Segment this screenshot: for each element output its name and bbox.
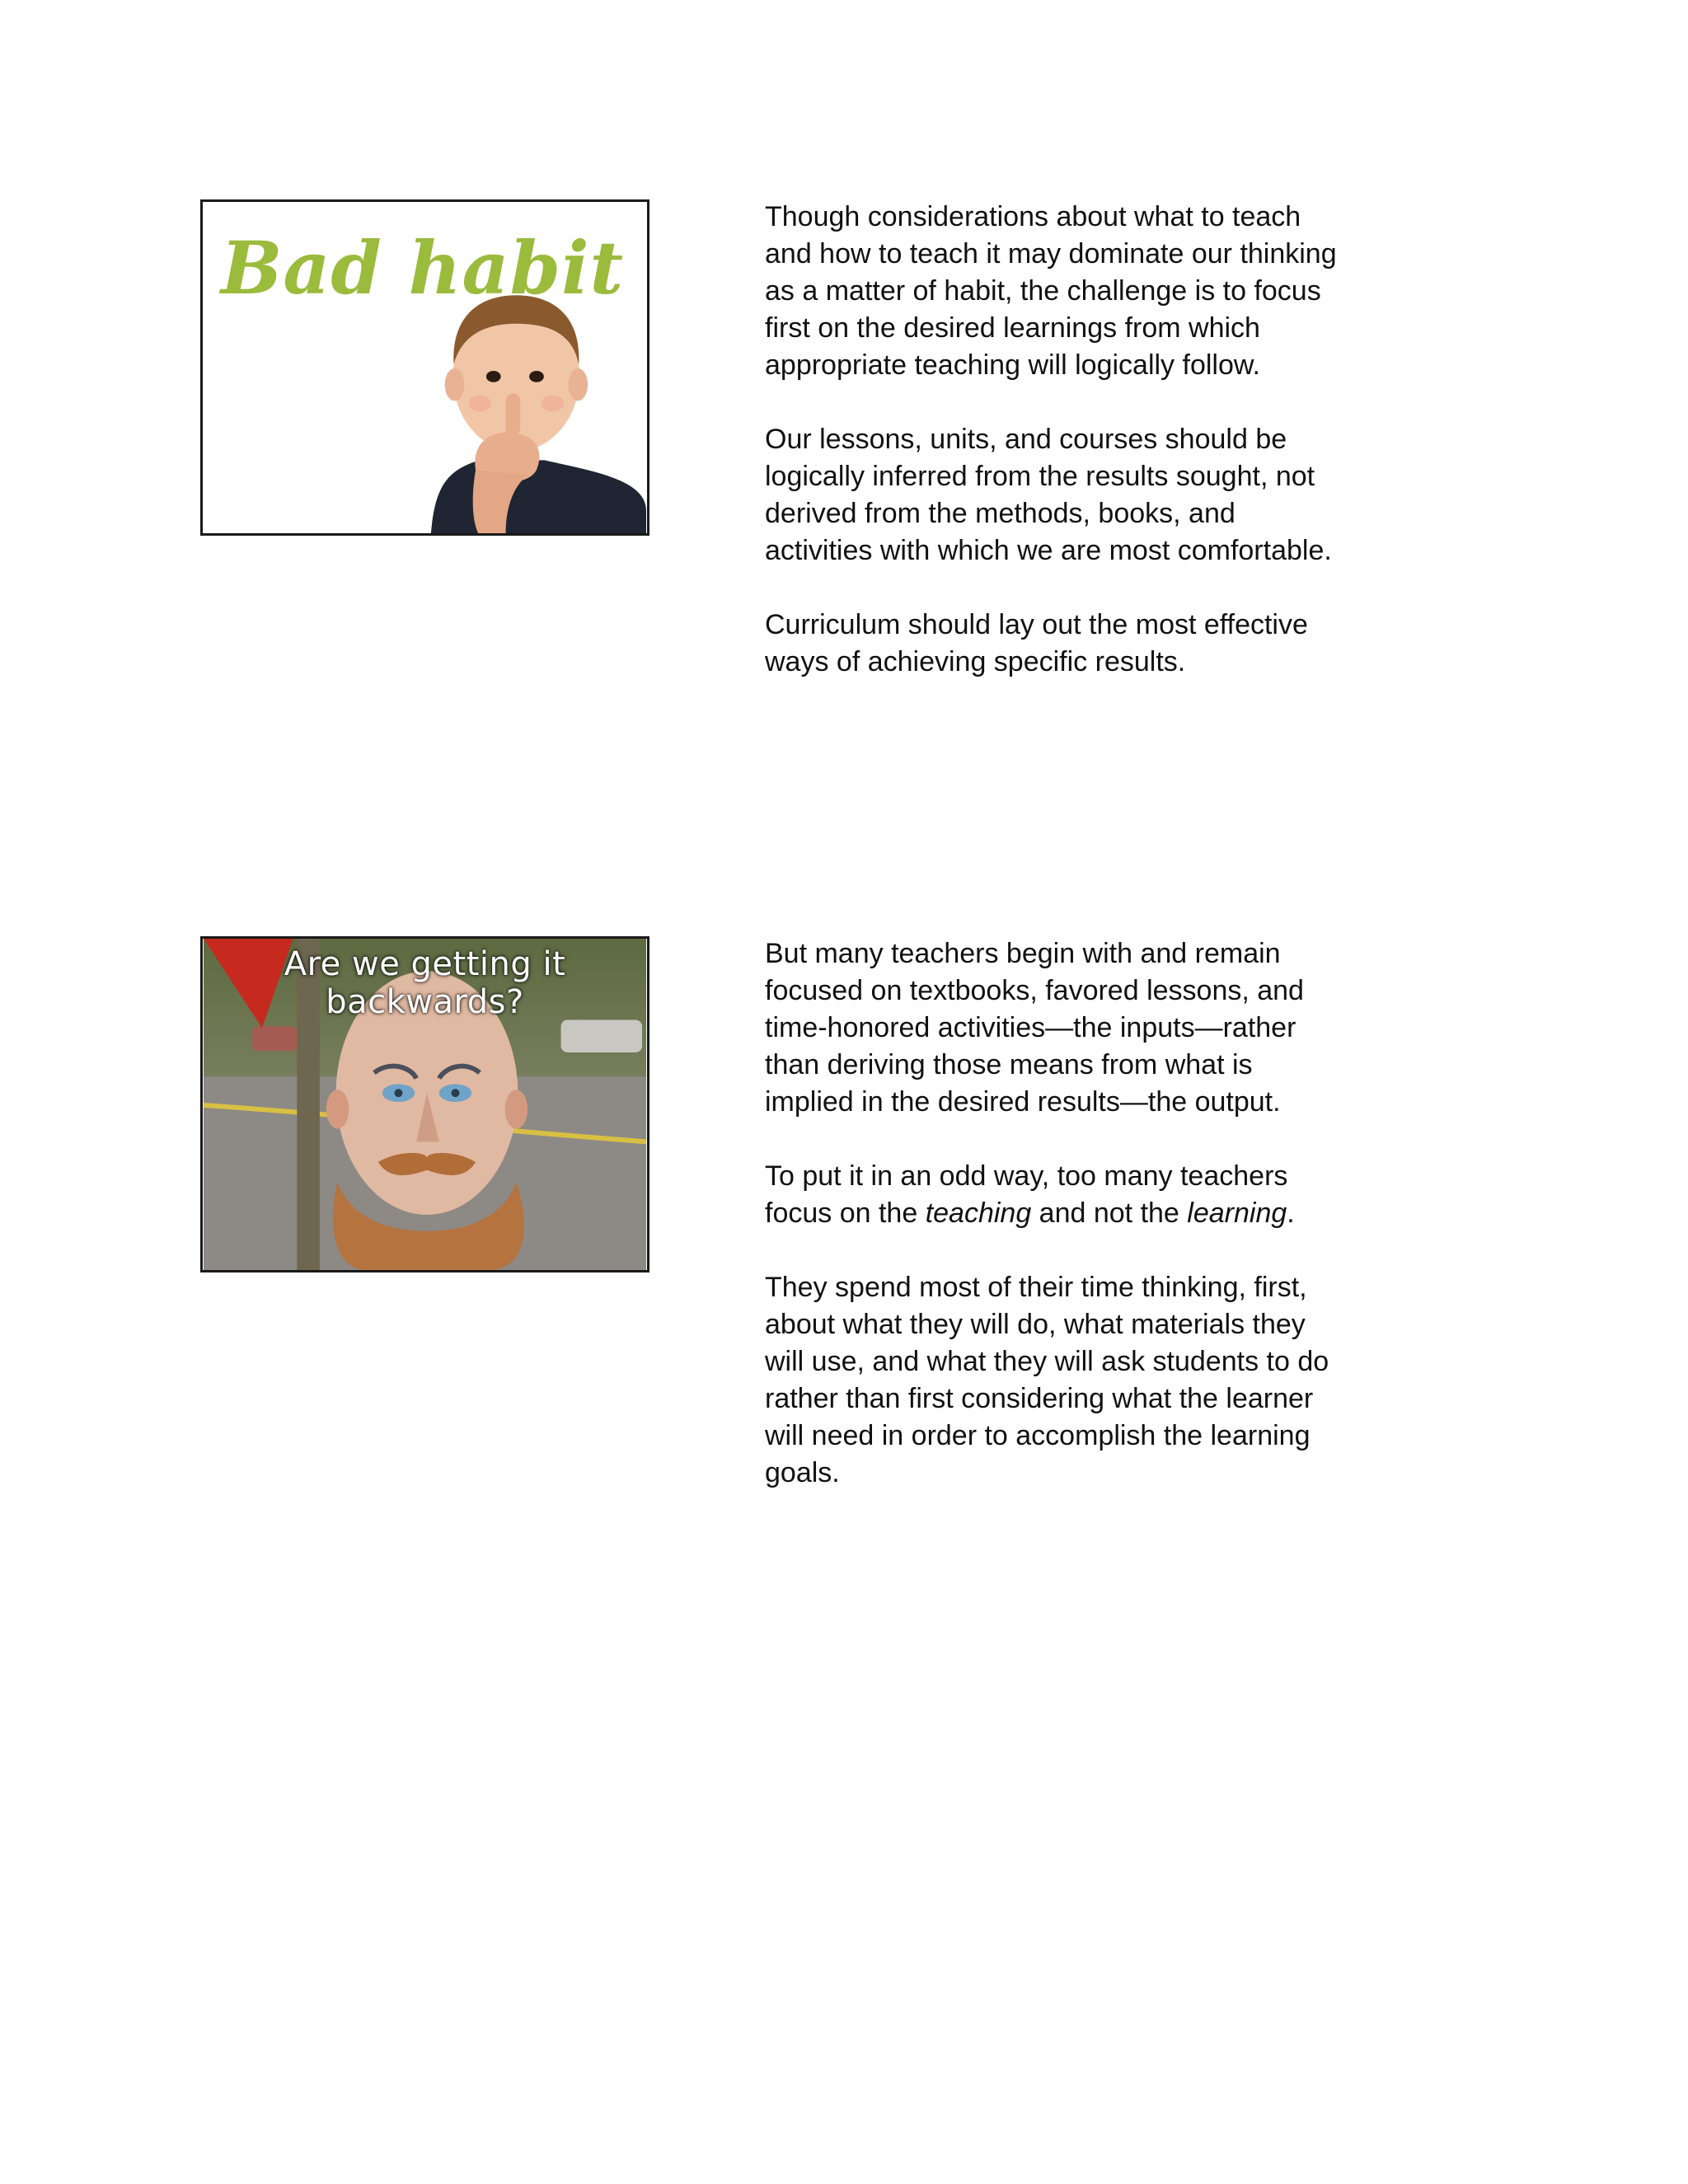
teaching-emphasis: teaching (925, 1197, 1032, 1229)
section1-text (765, 199, 1342, 681)
section2-paragraph-2 (765, 1158, 1342, 1232)
section2-paragraph-3: They spend most of their time thinking, first, about what they will do, what materials they will use, and what they will ask students to do rather than first considering what the learner will need in order to accomplish the learning goals. (765, 1272, 1329, 1488)
section1-paragraph-2: Our lessons, units, and courses should be logically inferred from the results sought, not derived from the methods, books, and activities with which we are most comfortable. (765, 424, 1332, 566)
paragraph2-middle: and not the (1031, 1197, 1188, 1229)
paragraph2-after: . (1287, 1197, 1295, 1229)
bad-habit-slide-image (200, 199, 649, 536)
backwards-slide-image (200, 936, 649, 1272)
bad-habit-title: Bad habit (221, 225, 625, 311)
backwards-slide-title: Are we getting it backwards? (284, 945, 566, 1021)
learning-emphasis: learning (1187, 1197, 1287, 1229)
section2-text (765, 935, 1342, 1492)
section2-paragraph-1: But many teachers begin with and remain focused on textbooks, favored lessons, and time-honored activities—the inputs—rather than deriving those means from what is implied in the desired results—the output. (765, 938, 1304, 1118)
section1-paragraph-3: Curriculum should lay out the most effective ways of achieving specific results. (765, 609, 1308, 677)
paragraph2-before: To put it in an odd way, too many teachers focus on the (765, 1160, 1288, 1229)
section1-paragraph-1: Though considerations about what to teach and how to teach it may dominate our thinking as a matter of habit, the challenge is to focus first on the desired learnings from which appropriate teaching will logically follow. (765, 201, 1337, 381)
